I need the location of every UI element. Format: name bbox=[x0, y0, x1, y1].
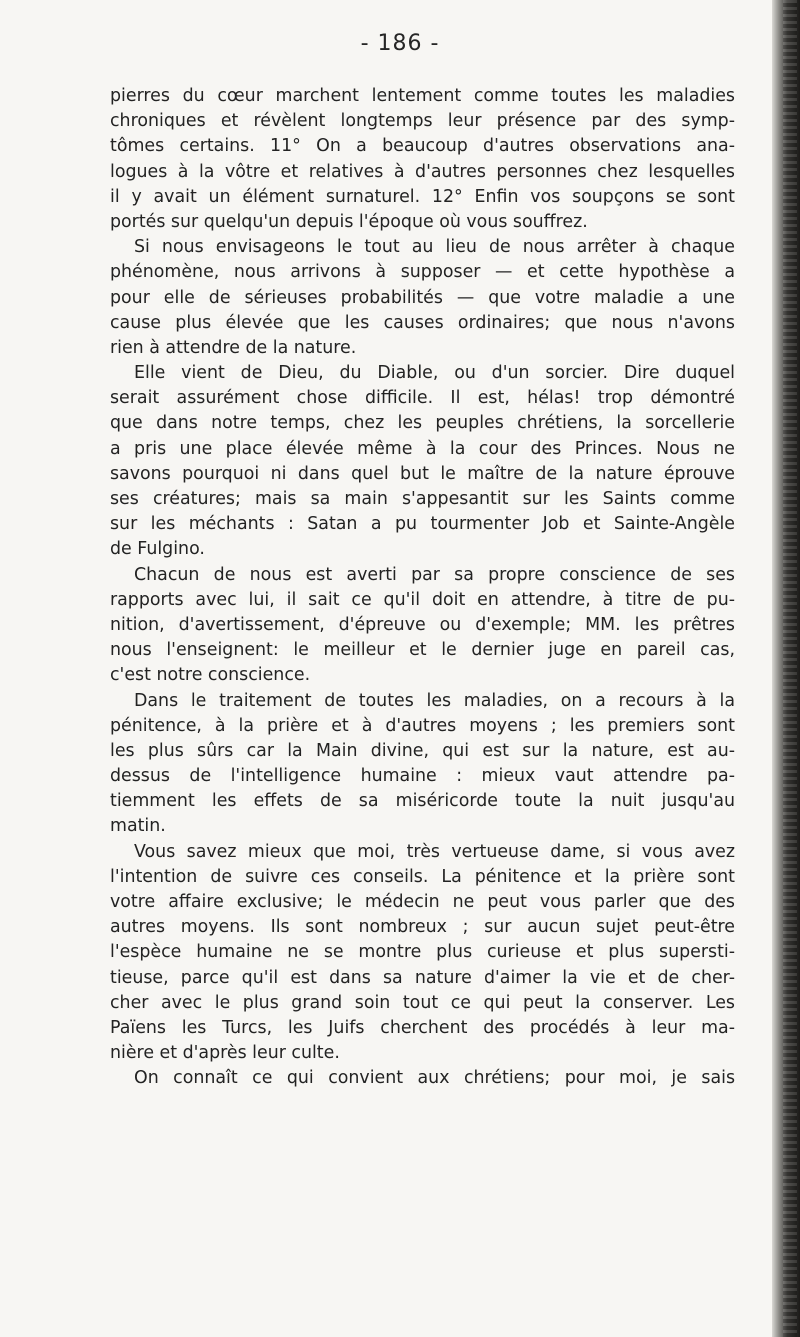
text-line: savons pourquoi ni dans quel but le maître de la nature éprouve bbox=[110, 463, 735, 484]
text-line: pénitence, à la prière et à d'autres moyens ; les premiers sont bbox=[110, 715, 735, 736]
text-line: il y avait un élément surnaturel. 12° Enfin vos soupçons se sont bbox=[110, 186, 735, 207]
text-line: serait assurément chose difficile. Il est, hélas! trop démontré bbox=[110, 388, 735, 409]
text-line: matin. bbox=[110, 816, 166, 837]
text-line: sur les méchants : Satan a pu tourmenter Job et Sainte-Angèle bbox=[110, 514, 735, 535]
text-line: cause plus élevée que les causes ordinaires; que nous n'avons bbox=[110, 312, 735, 333]
text-line: l'espèce humaine ne se montre plus curieuse et plus supersti- bbox=[110, 942, 735, 963]
text-line: Dans le traitement de toutes les maladies, on a recours à la bbox=[134, 690, 735, 711]
page-number: - 186 - bbox=[360, 31, 440, 56]
text-line: votre affaire exclusive; le médecin ne peut vous parler que des bbox=[110, 892, 735, 912]
text-line: nous l'enseignent: le meilleur et le dernier juge en pareil cas, bbox=[110, 640, 735, 661]
text-line: Païens les Turcs, les Juifs cherchent des procédés à leur ma- bbox=[110, 1017, 735, 1038]
text-line: l'intention de suivre ces conseils. La pénitence et la prière sont bbox=[110, 866, 735, 887]
text-line: Si nous envisageons le tout au lieu de nous arrêter à chaque bbox=[134, 237, 735, 258]
text-line: chroniques et révèlent longtemps leur présence par des symp- bbox=[110, 111, 735, 132]
text-line: Vous savez mieux que moi, très vertueuse dame, si vous avez bbox=[134, 841, 735, 862]
text-line: les plus sûrs car la Main divine, qui est sur la nature, est au- bbox=[110, 740, 735, 761]
text-line: logues à la vôtre et relatives à d'autres personnes chez lesquelles bbox=[110, 161, 735, 182]
text-line: cher avec le plus grand soin tout ce qui peut la conserver. Les bbox=[110, 992, 735, 1013]
book-edge-texture bbox=[783, 0, 797, 1337]
text-line: tiemment les effets de sa miséricorde toute la nuit jusqu'au bbox=[110, 791, 735, 812]
text-line: portés sur quelqu'un depuis l'époque où vous souffrez. bbox=[110, 211, 588, 232]
text-line: pierres du cœur marchent lentement comme toutes les maladies bbox=[110, 86, 735, 106]
text-line: phénomène, nous arrivons à supposer — et cette hypothèse a bbox=[110, 262, 735, 283]
text-line: tômes certains. 11° On a beaucoup d'autres observations ana- bbox=[110, 136, 735, 157]
text-line: tieuse, parce qu'il est dans sa nature d'aimer la vie et de cher- bbox=[110, 967, 735, 988]
text-line: de Fulgino. bbox=[110, 539, 205, 560]
text-line: ses créatures; mais sa main s'appesantit sur les Saints comme bbox=[110, 489, 735, 509]
text-line: pour elle de sérieuses probabilités — que votre maladie a une bbox=[110, 287, 735, 308]
text-line: On connaît ce qui convient aux chrétiens; pour moi, je sais bbox=[134, 1068, 735, 1089]
text-line: a pris une place élevée même à la cour des Princes. Nous ne bbox=[110, 438, 735, 459]
text-line: dessus de l'intelligence humaine : mieux vaut attendre pa- bbox=[110, 766, 735, 787]
text-line: rapports avec lui, il sait ce qu'il doit en attendre, à titre de pu- bbox=[110, 589, 735, 610]
text-line: que dans notre temps, chez les peuples chrétiens, la sorcellerie bbox=[110, 413, 735, 434]
text-line: Elle vient de Dieu, du Diable, ou d'un sorcier. Dire duquel bbox=[134, 363, 735, 384]
text-line: nition, d'avertissement, d'épreuve ou d'exemple; MM. les prêtres bbox=[110, 614, 735, 635]
body-text bbox=[110, 84, 735, 1092]
text-line: autres moyens. Ils sont nombreux ; sur aucun sujet peut-être bbox=[110, 917, 735, 938]
text-line: nière et d'après leur culte. bbox=[110, 1043, 340, 1064]
text-line: c'est notre conscience. bbox=[110, 665, 311, 686]
text-line: Chacun de nous est averti par sa propre conscience de ses bbox=[134, 564, 735, 585]
text-line: rien à attendre de la nature. bbox=[110, 337, 357, 358]
